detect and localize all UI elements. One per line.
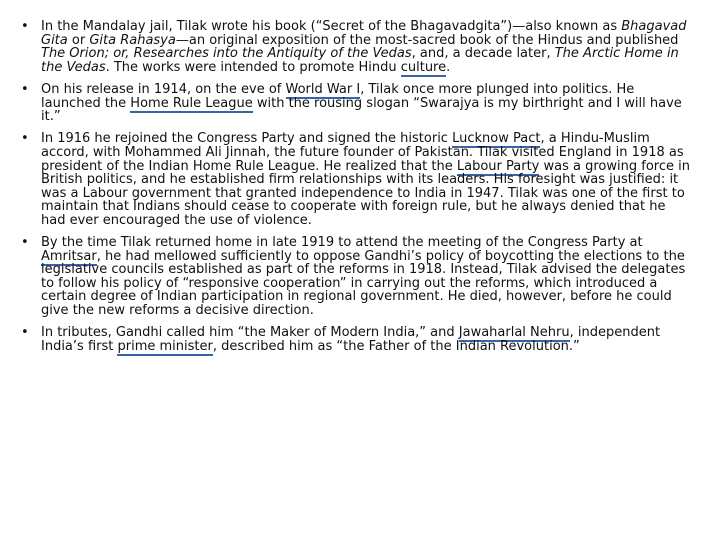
text-run: , Tilak once more plunged into politics. He launched the	[41, 81, 635, 111]
text-run: , independent India’s first	[41, 325, 661, 354]
text-run: On his release in 1914, on the eve of	[41, 81, 286, 97]
bullet-dot-icon: •	[21, 19, 29, 34]
text-run: , described him as “the Father of the Indian Revolution.”	[212, 338, 580, 354]
text-run: . The works were intended to promote Hindu	[105, 59, 401, 75]
text-run: In 1916 he rejoined the Congress Party and signed the historic	[41, 131, 453, 147]
slide-body	[20, 20, 690, 362]
text-run: with the rousing slogan “Swarajya is my birthright and I will have it.”	[41, 95, 682, 125]
inline-link[interactable]: prime minister	[117, 338, 213, 354]
text-run: —an original exposition of the most-sacred book of the Hindus and published	[175, 32, 679, 48]
text-run: .	[446, 59, 451, 75]
bullet-item	[20, 132, 690, 227]
bullet-text	[41, 131, 690, 228]
inline-link[interactable]: Amritsar	[41, 248, 97, 264]
inline-link[interactable]: Jawaharlal Nehru	[458, 325, 570, 341]
bullet-text	[41, 19, 687, 77]
italic-title: Bhagavad Gita	[41, 19, 687, 48]
text-run: , a Hindu-Muslim accord, with Mohammed Ali Jinnah, the future founder of Pakistan. Tilak visited England in 1918 as president of the Indian Home Rule League. He realized that the	[41, 131, 684, 174]
bullet-item	[20, 326, 690, 353]
italic-title: Gita Rahasya	[89, 32, 176, 48]
italic-title: The Arctic Home in the Vedas	[41, 46, 679, 75]
inline-link[interactable]: Home Rule League	[130, 95, 253, 111]
bullet-list	[20, 20, 690, 353]
bullet-dot-icon: •	[21, 325, 29, 341]
bullet-dot-icon: •	[21, 235, 29, 251]
bullet-item	[20, 20, 690, 74]
bullet-item	[20, 236, 690, 318]
bullet-text	[41, 235, 685, 318]
bullet-text	[41, 82, 682, 124]
inline-link[interactable]: Lucknow Pact	[452, 131, 541, 147]
text-run: or	[67, 32, 90, 48]
text-run: In tributes, Gandhi called him “the Maker of Modern India,” and	[41, 325, 459, 341]
bullet-dot-icon: •	[21, 81, 29, 97]
bullet-dot-icon: •	[21, 131, 29, 147]
inline-link[interactable]: World War I	[285, 81, 361, 97]
text-run: was a growing force in British politics, and he established firm relationships with its leaders. His foresight was justified: it was a Labour government that granted independence to India in 1947. Tilak was one of the first to maintain that Indians should cease to cooperate with foreign rule, but he always denied that he had ever encouraged the use of violence.	[41, 158, 690, 228]
text-run: , and, a decade later,	[411, 46, 555, 62]
bullet-text	[41, 325, 660, 356]
italic-title: The Orion; or, Researches into the Antiquity of the Vedas	[41, 46, 412, 62]
inline-link[interactable]: culture	[400, 59, 447, 75]
text-run: By the time Tilak returned home in late 1919 to attend the meeting of the Congress Party at	[41, 235, 643, 251]
text-run: , he had mellowed sufficiently to oppose Gandhi’s policy of boycotting the elections to the legislative councils established as part of the reforms in 1918. Instead, Tilak advised the delegates to follow his policy of “responsive cooperation” in carrying out the reforms, which introduced a certain degree of Indian participation in regional government. He died, however, before he could give the new reforms a decisive direction.	[41, 248, 686, 319]
inline-link[interactable]: Labour Party	[456, 158, 540, 174]
text-run: In the Mandalay jail, Tilak wrote his book (“Secret of the Bhagavadgita”)—also known as	[41, 19, 622, 34]
bullet-item	[20, 83, 690, 124]
